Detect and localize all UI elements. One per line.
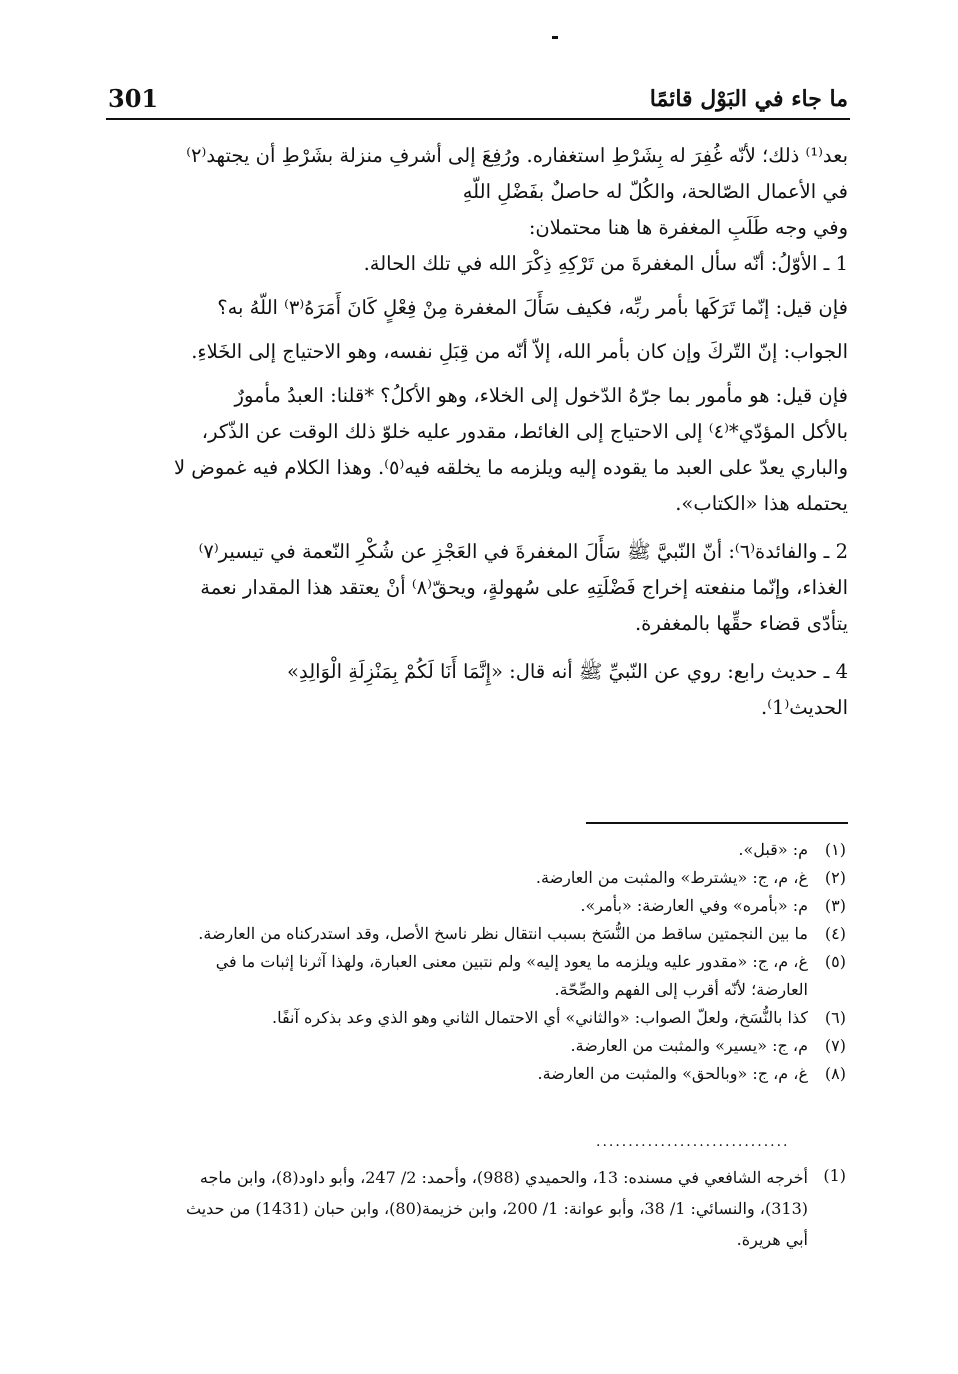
text-line: في الأعمال الصّالحة، والكُلّ له حاصلٌ بفَضْلِ اللّهِ bbox=[462, 180, 848, 203]
text-line: يتأدّى قضاء حقِّها بالمغفرة. bbox=[634, 612, 848, 635]
dotted-separator: .............................. bbox=[596, 1134, 790, 1150]
footnote bbox=[110, 1004, 850, 1032]
text-line: فإن قيل: هو مأمور بما جرّهُ الدّخول إلى الخلاء، وهو الأكلُ؟ *قلنا: العبدُ مأمورٌ bbox=[234, 384, 848, 407]
text-line: وفي وجه طَلَبِ المغفرة ها هنا محتملان: bbox=[528, 216, 848, 239]
source-text: (313)، والنسائي: 1/ 38، وأبو عوانة: 1/ 200، وابن خزيمة(80)، وابن حبان (1431) من حديث bbox=[186, 1199, 808, 1218]
source-notes bbox=[110, 1162, 850, 1255]
footnote bbox=[110, 920, 850, 948]
main-text bbox=[110, 138, 848, 726]
top-mark bbox=[552, 36, 558, 39]
text-line: بعد⁽¹⁾ ذلك؛ لأنّه غُفِرَ له بِشَرْطِ استغفاره. ورُفِعَ إلى أشرفِ منزلة بشَرْطِ أن يجتهد⁽٢⁾ bbox=[186, 144, 848, 167]
source-text: أبي هريرة. bbox=[736, 1230, 808, 1249]
footnotes bbox=[110, 836, 850, 1088]
footnote-text: م، ج: «يسير» والمثبت من العارضة. bbox=[570, 1036, 808, 1055]
footnote bbox=[110, 864, 850, 892]
footnote-text: غ، م، ج: «مقدور عليه ويلزمه ما يعود إليه» ولم نتبين معنى العبارة، ولهذا آثرنا إثبات ما في bbox=[215, 952, 808, 971]
footnote-text: غ، م، ج: «يشترط» والمثبت من العارضة. bbox=[535, 868, 808, 887]
text-line: الغذاء، وإنّما منفعته إخراج فَضْلَتِهِ على سُهولةٍ، ويحقّ⁽٨⁾ أنْ يعتقد هذا المقدار نعمة bbox=[200, 576, 848, 599]
source-note bbox=[110, 1162, 850, 1193]
text-line: 4 ـ حديث رابع: روي عن النّبيِّ ﷺ أنه قال: «إِنَّمَا أَنَا لَكُمْ بِمَنْزِلَةِ الْوَالِدِ» bbox=[287, 660, 848, 683]
source-continuation bbox=[110, 1224, 850, 1255]
footnote-text: كذا بالنُّسَخ، ولعلّ الصواب: «والثاني» أي الاحتمال الثاني وهو الذي وعد بذكره آنفًا. bbox=[272, 1008, 808, 1027]
text-line: يحتمله هذا «الكتاب». bbox=[675, 492, 848, 515]
footnote-text: ما بين النجمتين ساقط من النُّسَخ بسبب انتقال نظر ناسخ الأصل، وقد استدركناه من العارضة. bbox=[198, 924, 808, 943]
footnote-text: م: «بأمره» وفي العارضة: «بأمر». bbox=[580, 896, 808, 915]
footnote-text: م: «قبل». bbox=[738, 840, 808, 859]
text-line: 2 ـ والفائدة⁽٦⁾: أنّ النّبيَّ ﷺ سَأَلَ المغفرةَ في العَجْزِ عن شُكْرِ النّعمة في تيسير⁽٧⁾ bbox=[198, 540, 848, 563]
source-number: (1) bbox=[823, 1166, 846, 1185]
footnote bbox=[110, 892, 850, 920]
text-line: الجواب: إنّ التّركَ وإن كان بأمر الله، إلاّ أنّه من قِبَلِ نفسه، وهو الاحتياج إلى الخَلاءِ. bbox=[191, 340, 848, 363]
header-rule bbox=[106, 118, 850, 120]
footnote-number: (٤) bbox=[824, 924, 846, 943]
source-text: أخرجه الشافعي في مسنده: 13، والحميدي (988)، وأحمد: 2/ 247، وأبو داود(8)، وابن ماجه bbox=[199, 1168, 808, 1187]
footnote-number: (٢) bbox=[824, 868, 846, 887]
text-line: بالأكل المؤدّي*⁽٤⁾ إلى الاحتياج إلى الغائط، مقدور عليه خلوّ ذلك الوقت عن الذّكر، bbox=[201, 420, 848, 443]
footnote-number: (٧) bbox=[824, 1036, 846, 1055]
footnote bbox=[110, 1060, 850, 1088]
footnote-number: (٨) bbox=[824, 1064, 846, 1083]
running-title: ما جاء في البَوْل قائمًا bbox=[649, 86, 848, 112]
footnote bbox=[110, 948, 850, 976]
footnote-rule bbox=[586, 822, 848, 824]
source-continuation bbox=[110, 1193, 850, 1224]
footnote bbox=[110, 836, 850, 864]
text-line: 1 ـ الأوّلُ: أنّه سأل المغفرةَ من تَرْكِهِ ذِكْرَ الله في تلك الحالة. bbox=[363, 252, 848, 275]
footnote-number: (٣) bbox=[824, 896, 846, 915]
footnote-number: (٥) bbox=[824, 952, 846, 971]
text-line: والباري يعدّ على العبد ما يقوده إليه ويلزمه ما يخلقه فيه⁽٥⁾. وهذا الكلام فيه غموض لا bbox=[173, 456, 848, 479]
footnote-text: العارضة؛ لأنّه أقرب إلى الفهم والصِّحّة. bbox=[554, 980, 808, 999]
text-line: الحديث⁽1⁾. bbox=[761, 696, 848, 719]
footnote bbox=[110, 1032, 850, 1060]
text-line: فإن قيل: إنّما تَرَكَها بأمر ربِّه، فكيف سَأَلَ المغفرة مِنْ فِعْلٍ كَانَ أَمَرَهُ⁽٣⁾ اللّهُ به؟ bbox=[217, 296, 848, 319]
footnote-text: غ، م، ج: «وبالحق» والمثبت من العارضة. bbox=[537, 1064, 808, 1083]
page-number: 301 bbox=[108, 84, 159, 113]
footnote-number: (١) bbox=[824, 840, 846, 859]
footnote-number: (٦) bbox=[824, 1008, 846, 1027]
footnote-continuation bbox=[110, 976, 850, 1004]
